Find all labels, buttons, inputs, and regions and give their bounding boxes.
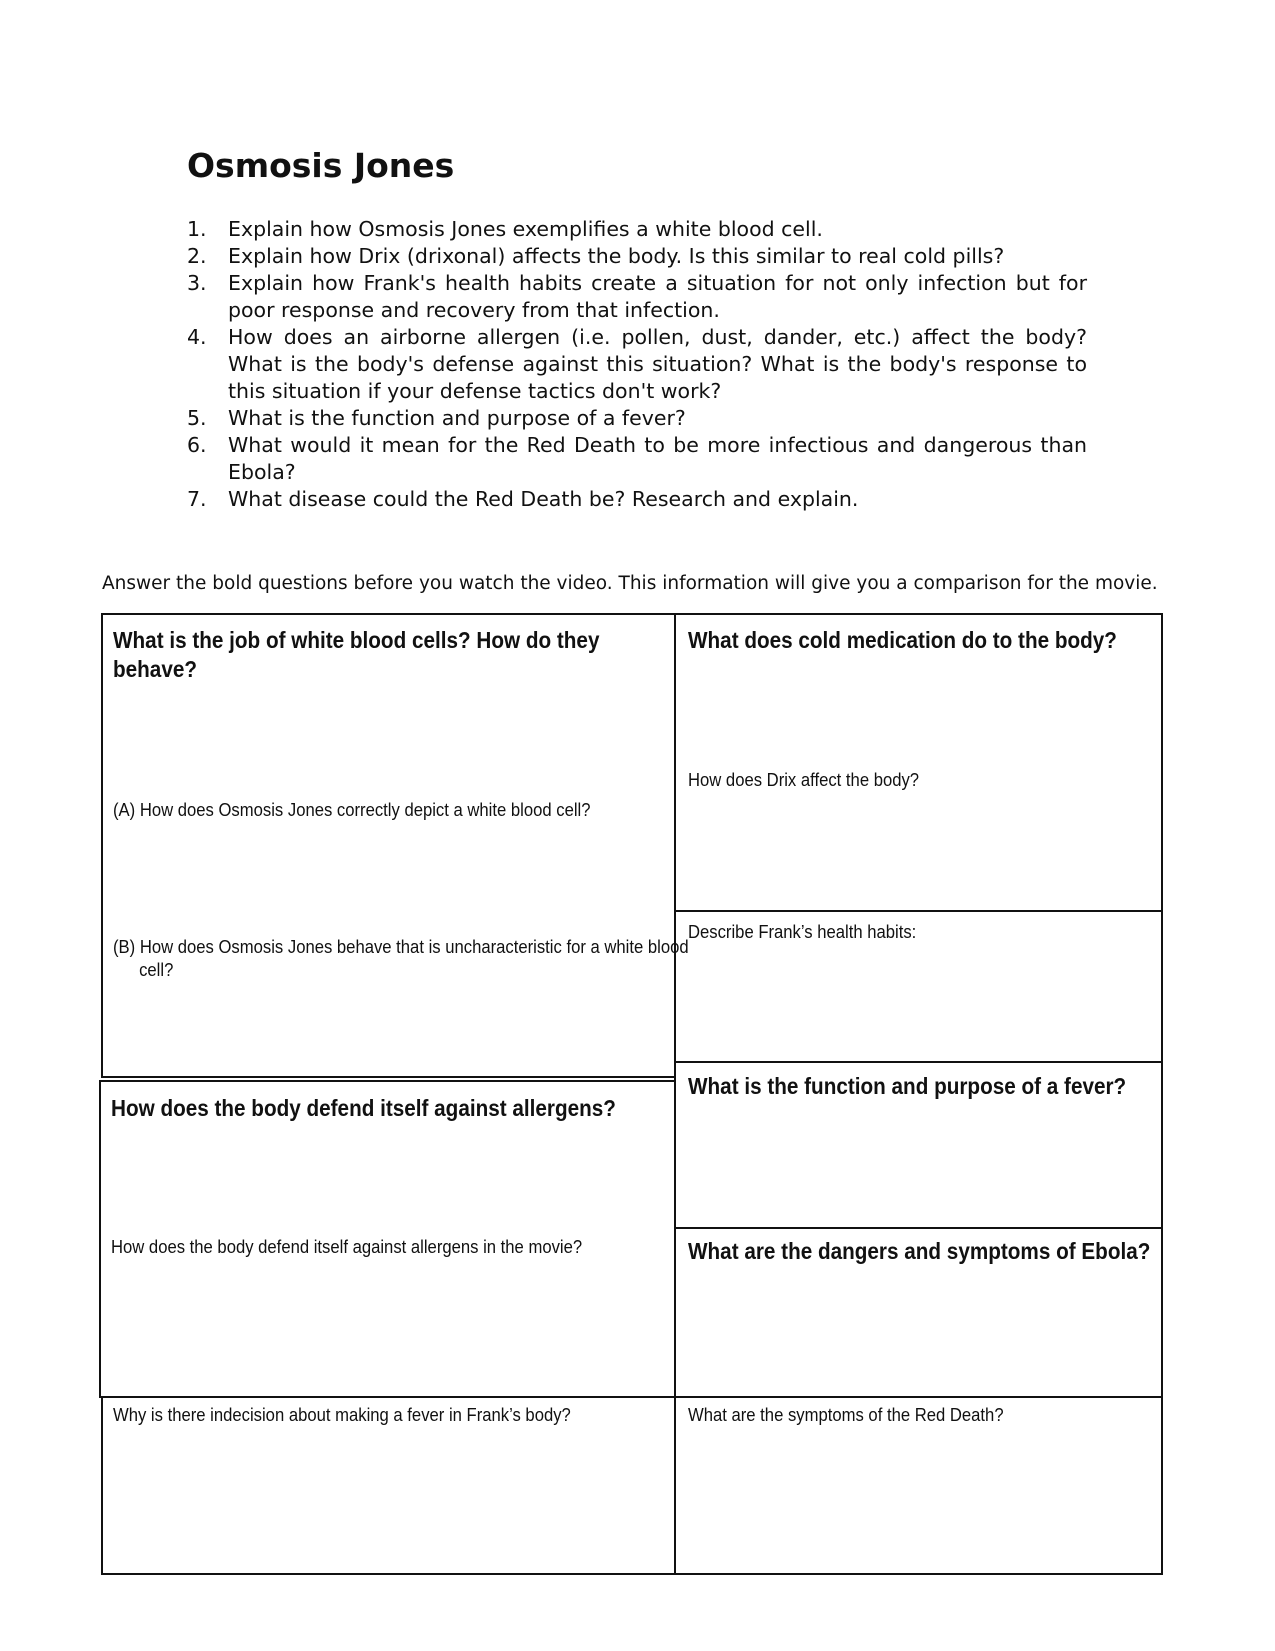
question-number: 7. [187, 487, 207, 511]
question-number: 3. [187, 271, 207, 295]
fever-heading: What is the function and purpose of a fever? [688, 1073, 1127, 1099]
question-number: 6. [187, 433, 207, 457]
instructions-text: Answer the bold questions before you watch the video. This information will give you a comparison for the movie. [102, 573, 1158, 594]
question-item [187, 324, 1087, 405]
drix-question: How does Drix affect the body? [688, 769, 920, 790]
wbc-heading: What is the job of white blood cells? How do they behave? [113, 627, 600, 682]
frank-habits-question: Describe Frank’s health habits: [688, 921, 917, 942]
question-number: 1. [187, 217, 207, 241]
question-item [187, 270, 1087, 324]
wbc-question-b: (B) How does Osmosis Jones behave that is uncharacteristic for a white blood cell? [113, 936, 689, 980]
question-item [187, 216, 1087, 243]
ebola-heading: What are the dangers and symptoms of Ebola? [688, 1238, 1151, 1264]
question-number: 5. [187, 406, 207, 430]
question-number: 2. [187, 244, 207, 268]
question-text: Explain how Drix (drixonal) affects the body. Is this similar to real cold pills? [228, 244, 1005, 268]
question-text: What is the function and purpose of a fever? [228, 406, 686, 430]
fever-indecision-question: Why is there indecision about making a fever in Frank’s body? [113, 1404, 571, 1425]
question-number: 4. [187, 325, 207, 349]
question-item [187, 243, 1087, 270]
question-item [187, 432, 1087, 486]
question-text: What disease could the Red Death be? Research and explain. [228, 487, 859, 511]
question-text: Explain how Osmosis Jones exemplifies a white blood cell. [228, 217, 823, 241]
cold-medication-answer-box[interactable] [674, 613, 1163, 912]
question-item [187, 486, 1087, 513]
question-text: What would it mean for the Red Death to be more infectious and dangerous than Ebola? [228, 433, 1087, 484]
question-text: How does an airborne allergen (i.e. pollen, dust, dander, etc.) affect the body? What is the body's defense against this situation? What is the body's response to this situation if your defense tactics don't work? [228, 325, 1087, 403]
allergen-heading: How does the body defend itself against allergens? [111, 1095, 616, 1121]
page-title: Osmosis Jones [187, 146, 455, 185]
allergen-movie-question: How does the body defend itself against allergens in the movie? [111, 1236, 583, 1257]
question-text: Explain how Frank's health habits create a situation for not only infection but for poor response and recovery from that infection. [228, 271, 1087, 322]
cold-medication-heading: What does cold medication do to the body? [688, 627, 1117, 653]
red-death-question: What are the symptoms of the Red Death? [688, 1404, 1004, 1425]
question-item [187, 405, 1087, 432]
question-list [187, 216, 1087, 513]
wbc-question-a: (A) How does Osmosis Jones correctly depict a white blood cell? [113, 799, 591, 820]
